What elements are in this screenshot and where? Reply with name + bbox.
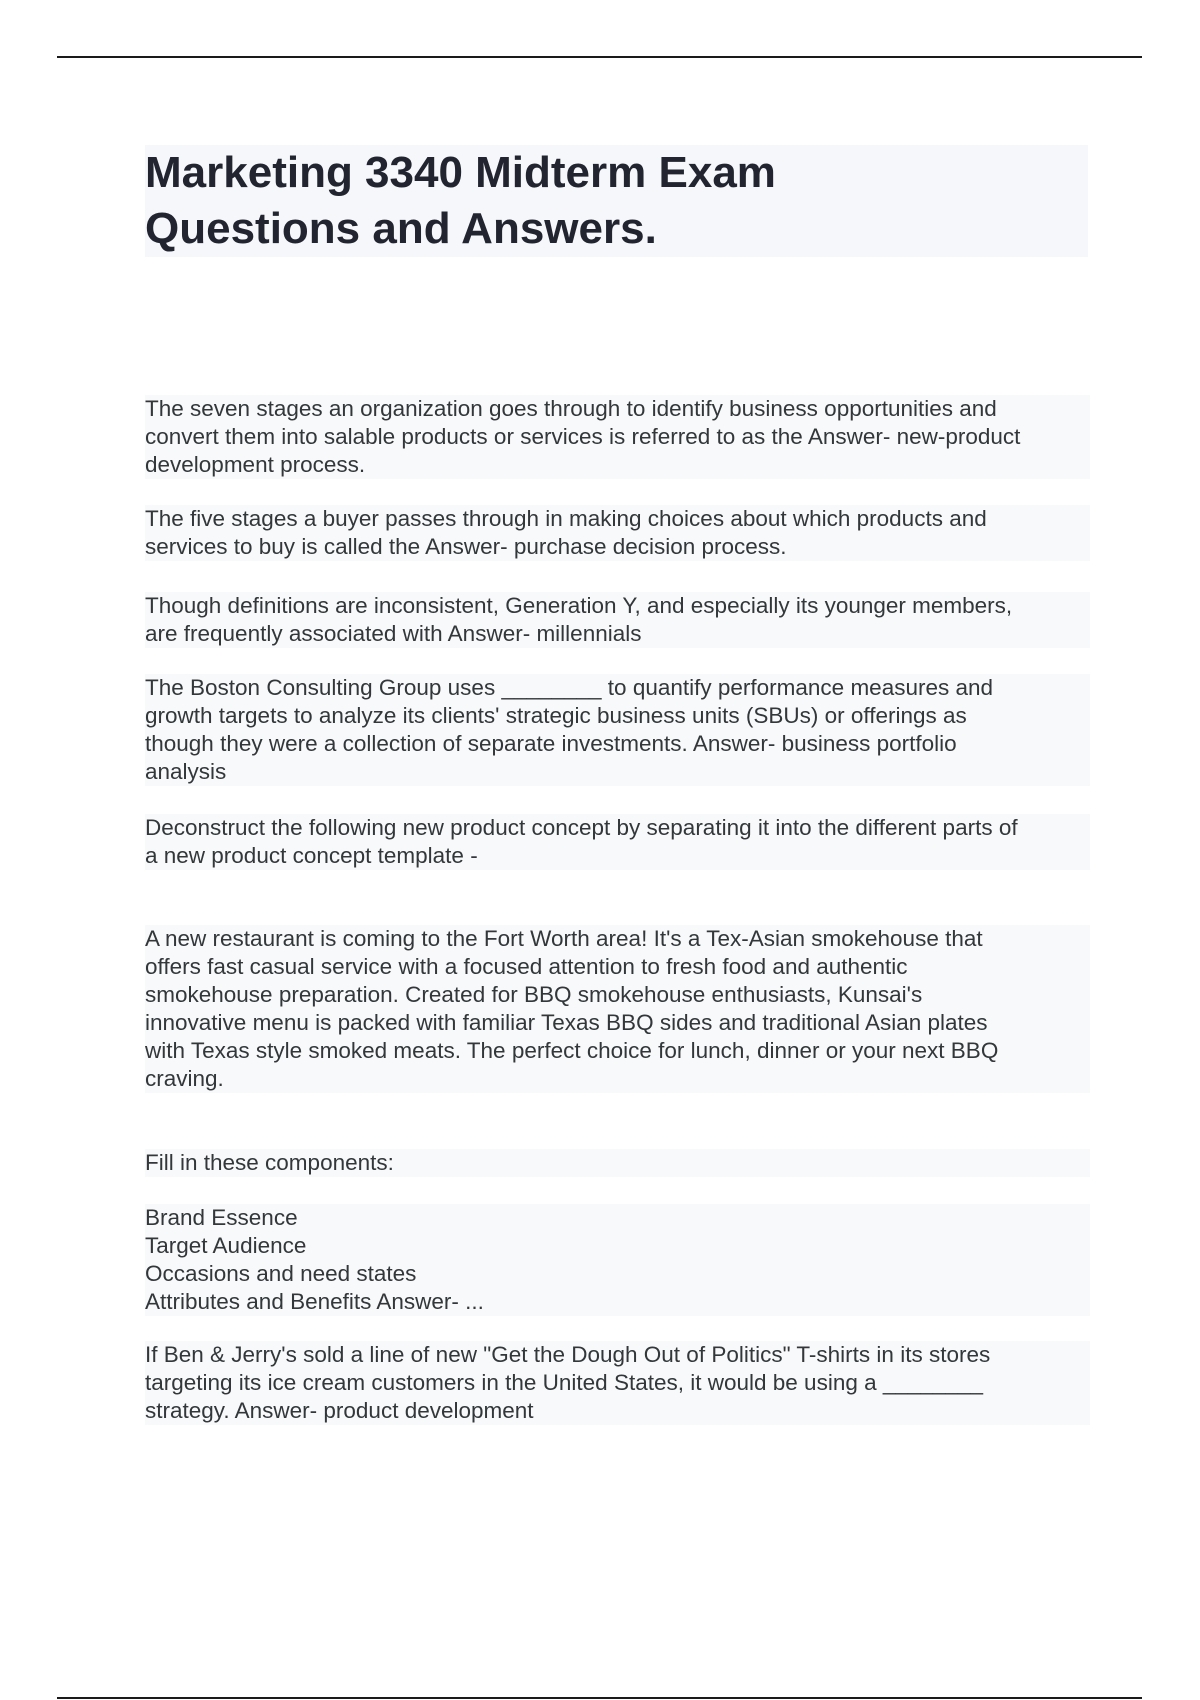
instruction-paragraph <box>145 1149 1090 1177</box>
question-paragraph <box>145 1341 1090 1425</box>
question-paragraph <box>145 814 1090 870</box>
list-item: Target Audience <box>145 1233 307 1258</box>
text-line: analysis <box>145 759 227 784</box>
text-line: targeting its ice cream customers in the United States, it would be using a ________ <box>145 1370 983 1395</box>
list-item: Occasions and need states <box>145 1261 417 1286</box>
text-line: Though definitions are inconsistent, Generation Y, and especially its younger members, <box>145 593 1013 618</box>
concept-paragraph <box>145 925 1090 1093</box>
question-paragraph <box>145 592 1090 648</box>
text-line: development process. <box>145 452 366 477</box>
text-line: The Boston Consulting Group uses ________ to quantify performance measures and <box>145 675 994 700</box>
title-line: Questions and Answers. <box>145 204 657 253</box>
text-line: with Texas style smoked meats. The perfect choice for lunch, dinner or your next BBQ <box>145 1038 999 1063</box>
components-list <box>145 1204 1090 1316</box>
page-title <box>145 145 1088 257</box>
text-line: a new product concept template - <box>145 843 478 868</box>
text-line: smokehouse preparation. Created for BBQ smokehouse enthusiasts, Kunsai's <box>145 982 923 1007</box>
text-line: craving. <box>145 1066 224 1091</box>
text-line: If Ben & Jerry's sold a line of new "Get the Dough Out of Politics" T-shirts in its stores <box>145 1342 991 1367</box>
question-paragraph <box>145 674 1090 786</box>
text-line: A new restaurant is coming to the Fort Worth area! It's a Tex-Asian smokehouse that <box>145 926 983 951</box>
top-rule <box>57 56 1142 58</box>
text-line: growth targets to analyze its clients' strategic business units (SBUs) or offerings as <box>145 703 967 728</box>
list-item: Brand Essence <box>145 1205 298 1230</box>
title-block <box>145 145 1088 257</box>
text-line: though they were a collection of separate investments. Answer- business portfolio <box>145 731 957 756</box>
text-line: strategy. Answer- product development <box>145 1398 534 1423</box>
bottom-rule <box>57 1697 1142 1699</box>
text-line: innovative menu is packed with familiar Texas BBQ sides and traditional Asian plates <box>145 1010 988 1035</box>
text-line: The five stages a buyer passes through in making choices about which products and <box>145 506 987 531</box>
text-line: offers fast casual service with a focused attention to fresh food and authentic <box>145 954 908 979</box>
text-line: The seven stages an organization goes through to identify business opportunities and <box>145 396 997 421</box>
question-paragraph <box>145 395 1090 479</box>
text-line: convert them into salable products or services is referred to as the Answer- new-product <box>145 424 1021 449</box>
text-line: Fill in these components: <box>145 1150 394 1175</box>
text-line: services to buy is called the Answer- purchase decision process. <box>145 534 787 559</box>
list-item: Attributes and Benefits Answer- ... <box>145 1289 484 1314</box>
title-line: Marketing 3340 Midterm Exam <box>145 148 776 197</box>
text-line: Deconstruct the following new product concept by separating it into the different parts of <box>145 815 1018 840</box>
text-line: are frequently associated with Answer- millennials <box>145 621 642 646</box>
question-paragraph <box>145 505 1090 561</box>
